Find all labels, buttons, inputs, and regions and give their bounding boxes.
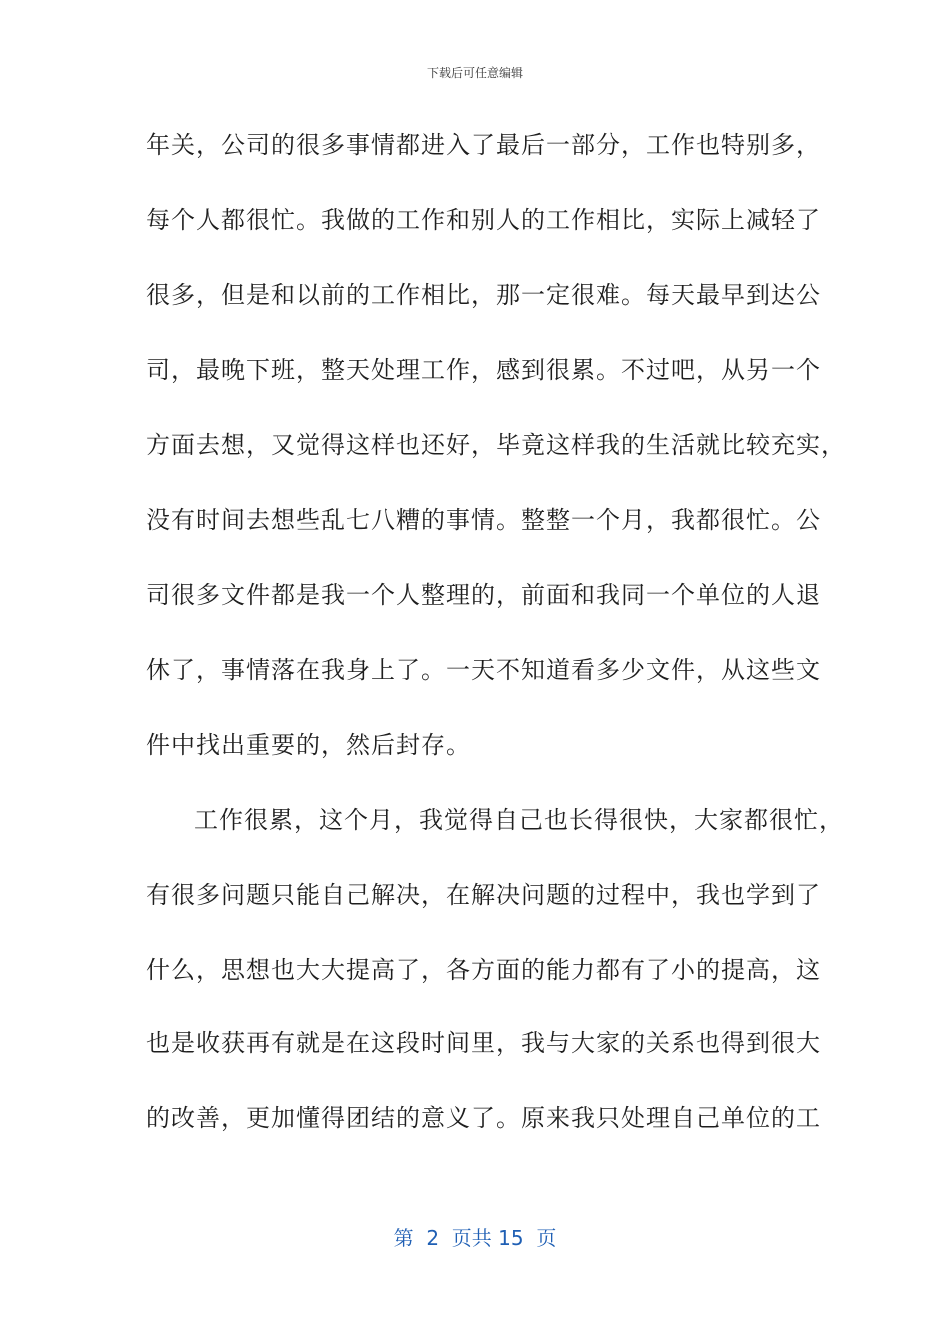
- text-line: 件中找出重要的，然后封存。: [146, 731, 471, 759]
- paragraph-first-line: 工作很累，这个月，我觉得自己也长得很快，大家都很忙，: [194, 806, 844, 834]
- page-number: 第 2 页共 15 页: [393, 1226, 557, 1250]
- text-line: 年关，公司的很多事情都进入了最后一部分，工作也特别多，: [146, 131, 821, 159]
- text-line: 什么，思想也大大提高了，各方面的能力都有了小的提高，这: [146, 956, 821, 984]
- text-line: 方面去想，又觉得这样也还好，毕竟这样我的生活就比较充实，: [146, 431, 846, 459]
- text-line: 司很多文件都是我一个人整理的，前面和我同一个单位的人退: [146, 581, 821, 609]
- text-line: 有很多问题只能自己解决，在解决问题的过程中，我也学到了: [146, 881, 821, 909]
- text-line: 的改善，更加懂得团结的意义了。原来我只处理自己单位的工: [146, 1104, 821, 1132]
- page-header: 下载后可任意编辑: [426, 66, 523, 80]
- text-line: 每个人都很忙。我做的工作和别人的工作相比，实际上减轻了: [146, 206, 821, 234]
- text-line: 很多，但是和以前的工作相比，那一定很难。每天最早到达公: [146, 281, 821, 309]
- text-line: 也是收获再有就是在这段时间里，我与大家的关系也得到很大: [146, 1029, 821, 1057]
- text-line: 休了，事情落在我身上了。一天不知道看多少文件，从这些文: [146, 656, 821, 684]
- text-line: 司，最晚下班，整天处理工作，感到很累。不过吧，从另一个: [146, 356, 821, 384]
- text-line: 没有时间去想些乱七八糟的事情。整整一个月，我都很忙。公: [146, 506, 821, 534]
